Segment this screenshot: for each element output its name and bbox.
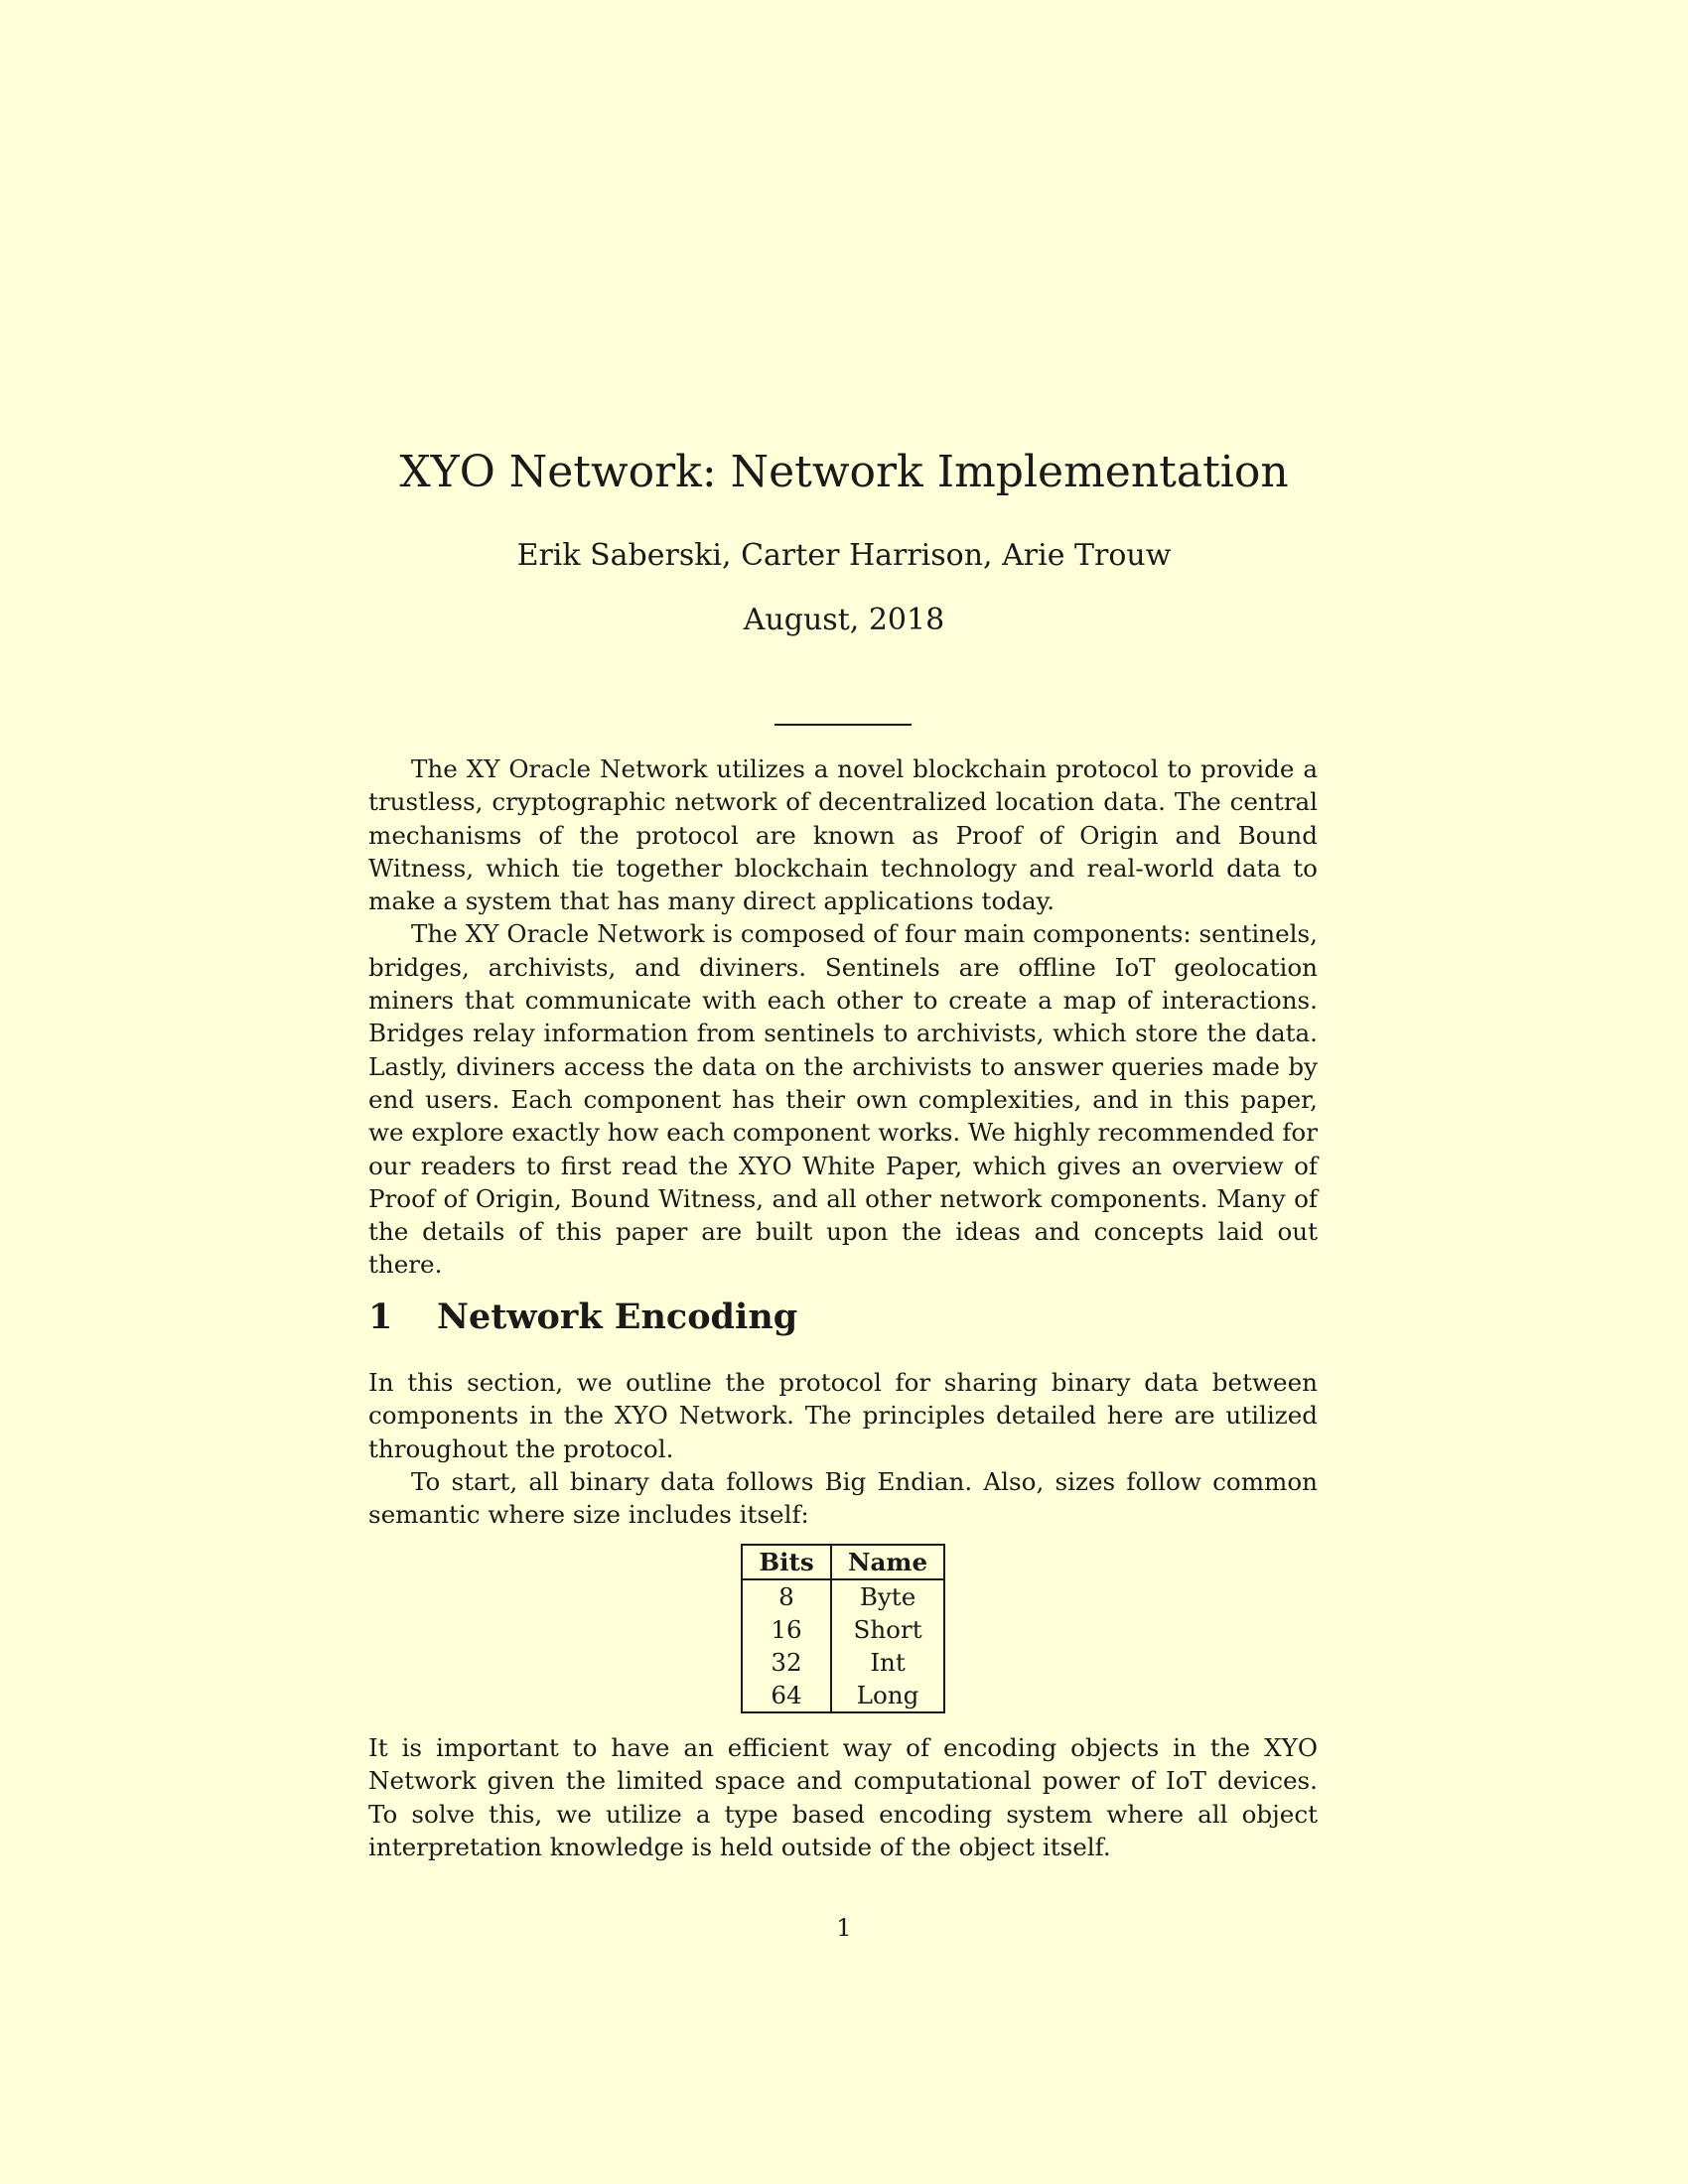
table-cell-bits: 64 (742, 1679, 831, 1712)
paper-date: August, 2018 (743, 603, 945, 637)
section-paragraph: It is important to have an efficient way of encoding objects in the XYO Network given the limited space and computational power of IoT devices. To solve this, we utilize a type based encoding system where all object interpretation knowledge is held outside of the object itself. (368, 1733, 1318, 1861)
table-header-name: Name (831, 1545, 944, 1579)
table-cell-name: Byte (831, 1579, 944, 1613)
section-paragraph: In this section, we outline the protocol for sharing binary data between components in the XYO Network. The principles detailed here are utilized throughout the protocol. (368, 1368, 1318, 1463)
abstract-paragraph: The XY Oracle Network is composed of four main components: sentinels, bridges, archivists, and diviners. Sentinels are offline IoT geolocation miners that communicate with each other to create a map of interactions. Bridges relay information from sentinels to archivists, which store the data. Lastly, diviners access the data on the archivists to answer queries made by end users. Each component has their own complexities, and in this paper, we explore exactly how each component works. We highly recommended for our readers to first read the XYO White Paper, which gives an overview of Proof of Origin, Bound Witness, and all other network components. Many of the details of this paper are built upon the ideas and concepts laid out there. (368, 919, 1318, 1280)
page-number: 1 (836, 1913, 852, 1942)
table-row (742, 1579, 944, 1613)
paper-title: XYO Network: Network Implementation (399, 447, 1289, 497)
section-body (368, 1366, 1318, 1531)
paper-authors: Erik Saberski, Carter Harrison, Arie Trouw (516, 538, 1172, 573)
section-number: 1 (368, 1297, 393, 1337)
bits-table-wrapper (741, 1544, 945, 1713)
table-row (742, 1679, 944, 1712)
section-heading (368, 1293, 797, 1342)
abstract-paragraph: The XY Oracle Network utilizes a novel blockchain protocol to provide a trustless, cryptographic network of decentralized location data. The central mechanisms of the protocol are known as Proof of Origin and Bound Witness, which tie together blockchain technology and real-world data to make a system that has many direct applications today. (368, 754, 1318, 916)
table-cell-bits: 8 (742, 1579, 831, 1613)
table-cell-bits: 16 (742, 1613, 831, 1646)
table-row (742, 1613, 944, 1646)
table-cell-name: Long (831, 1679, 944, 1712)
post-table-text (368, 1731, 1318, 1863)
bits-table (741, 1544, 945, 1713)
abstract-divider (774, 724, 912, 726)
table-row (742, 1646, 944, 1679)
table-cell-bits: 32 (742, 1646, 831, 1679)
section-title: Network Encoding (437, 1297, 798, 1337)
table-header-row (742, 1545, 944, 1579)
table-cell-name: Int (831, 1646, 944, 1679)
abstract (368, 752, 1318, 1282)
section-paragraph: To start, all binary data follows Big Endian. Also, sizes follow common semantic where size includes itself: (368, 1466, 1318, 1530)
table-header-bits: Bits (742, 1545, 831, 1579)
table-cell-name: Short (831, 1613, 944, 1646)
